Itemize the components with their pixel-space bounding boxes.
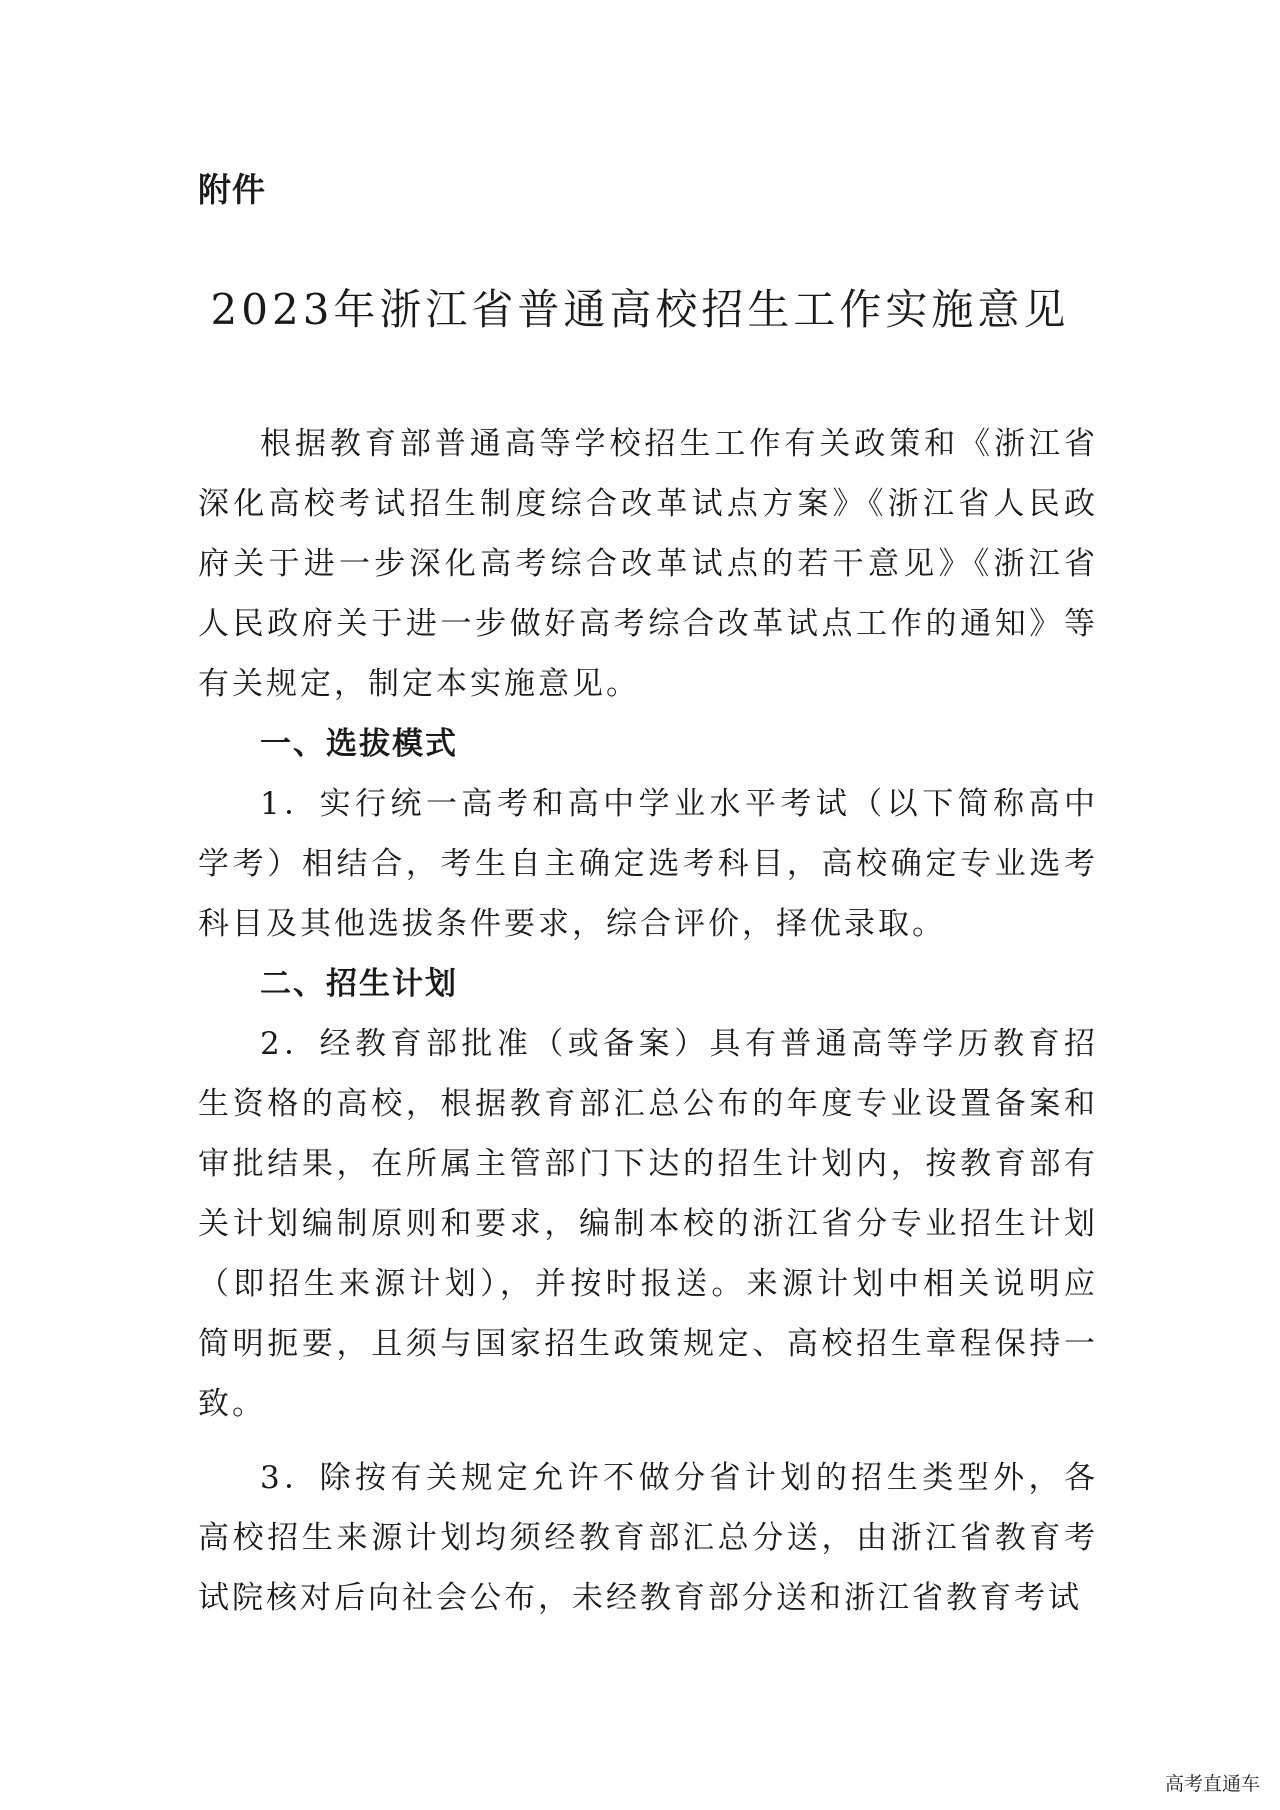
- intro-paragraph: 根据教育部普通高等学校招生工作有关政策和《浙江省深化高校考试招生制度综合改革试点方案》《浙江省人民政府关于进一步深化高考综合改革试点的若干意见》《浙江省人民政府关于进一步做好高考综合改革试点工作的通知》等有关规定，制定本实施意见。: [198, 426, 1098, 702]
- clause-1-paragraph: 1．实行统一高考和高中学业水平考试（以下简称高中学考）相结合，考生自主确定选考科目，高校确定专业选考科目及其他选拔条件要求，综合评价，择优录取。: [198, 786, 1098, 942]
- section-heading-selection-mode: 一、选拔模式: [260, 726, 458, 762]
- section-heading-enrollment-plan: 二、招生计划: [260, 966, 458, 1002]
- clause-2-paragraph: 2．经教育部批准（或备案）具有普通高等学历教育招生资格的高校，根据教育部汇总公布的年度专业设置备案和审批结果，在所属主管部门下达的招生计划内，按教育部有关计划编制原则和要求，编制本校的浙江省分专业招生计划（即招生来源计划），并按时报送。来源计划中相关说明应简明扼要，且须与国家招生政策规定、高校招生章程保持一致。: [198, 1026, 1098, 1422]
- clause-3-paragraph: 3．除按有关规定允许不做分省计划的招生类型外，各高校招生来源计划均须经教育部汇总分送，由浙江省教育考试院核对后向社会公布，未经教育部分送和浙江省教育考试: [198, 1460, 1098, 1616]
- watermark-text: 高考直通车: [1164, 1773, 1260, 1795]
- attachment-label: 附件: [198, 170, 266, 209]
- document-title: 2023年浙江省普通高校招生工作实施意见: [210, 285, 1070, 334]
- document-body: [198, 414, 1098, 1628]
